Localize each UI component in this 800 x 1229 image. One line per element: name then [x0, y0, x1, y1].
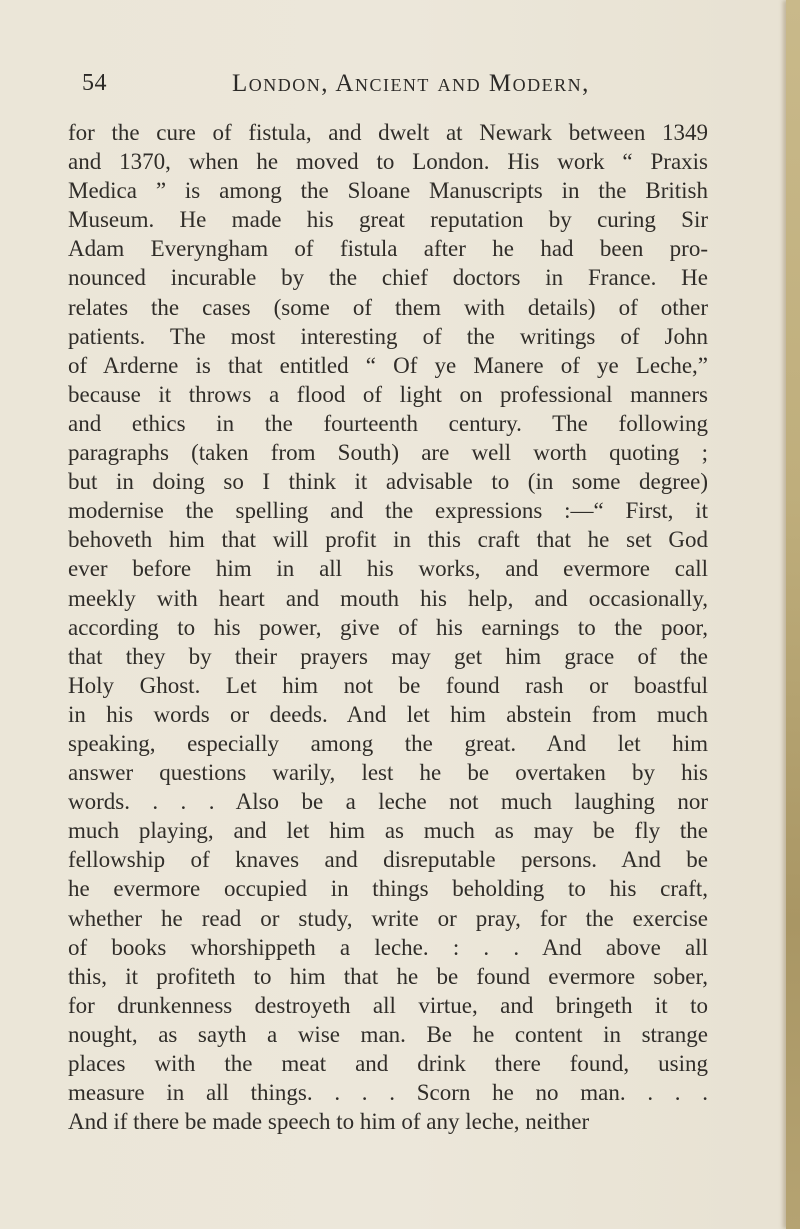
text-line: this, it profiteth to him that he be found evermore sober,	[68, 963, 708, 989]
text-line: he evermore occupied in things beholding to his craft,	[68, 876, 708, 902]
page-edge	[786, 0, 800, 1229]
text-line: but in doing so I think it advisable to (in some degree)	[68, 469, 708, 495]
text-line: in his words or deeds. And let him abstein from much	[68, 701, 708, 727]
text-line: meekly with heart and mouth his help, and occasionally,	[68, 585, 708, 611]
text-line: ever before him in all his works, and evermore call	[68, 556, 708, 582]
text-line: and ethics in the fourteenth century. The following	[68, 410, 708, 436]
text-line: relates the cases (some of them with details) of other	[68, 294, 708, 320]
text-line: according to his power, give of his earnings to the poor,	[68, 614, 708, 640]
text-line: Museum. He made his great reputation by curing Sir	[68, 207, 708, 233]
text-line: fellowship of knaves and disreputable persons. And be	[68, 847, 708, 873]
text-line: behoveth him that will profit in this craft that he set God	[68, 527, 708, 553]
text-line: measure in all things. . . . Scorn he no man. . . .	[68, 1080, 708, 1106]
text-line: that they by their prayers may get him grace of the	[68, 643, 708, 669]
text-line: much playing, and let him as much as may be fly the	[68, 818, 708, 844]
text-line: answer questions warily, lest he be overtaken by his	[68, 760, 708, 786]
page-header	[82, 70, 722, 110]
body-text	[68, 118, 708, 1136]
page-number: 54	[82, 70, 107, 96]
text-line: nought, as sayth a wise man. Be he content in strange	[68, 1021, 708, 1047]
text-line: Holy Ghost. Let him not be found rash or boastful	[68, 672, 708, 698]
text-line: because it throws a flood of light on professional manners	[68, 381, 708, 407]
text-line: words. . . . Also be a leche not much laughing nor	[68, 789, 708, 815]
running-title: London, Ancient and Modern,	[232, 70, 590, 97]
text-line: of books whorshippeth a leche. : . . And above all	[68, 934, 708, 960]
text-line: for the cure of fistula, and dwelt at Newark between 1349	[68, 120, 708, 145]
text-line: whether he read or study, write or pray, for the exercise	[68, 905, 708, 931]
text-line: Adam Everyngham of fistula after he had been pro-	[68, 236, 708, 262]
text-line: of Arderne is that entitled “ Of ye Manere of ye Leche,”	[68, 352, 708, 378]
text-line: paragraphs (taken from South) are well worth quoting ;	[68, 440, 708, 466]
text-line: speaking, especially among the great. And let him	[68, 730, 708, 756]
text-line: and 1370, when he moved to London. His work “ Praxis	[68, 149, 708, 175]
text-line: patients. The most interesting of the writings of John	[68, 323, 708, 349]
text-line: nounced incurable by the chief doctors in France. He	[68, 265, 708, 291]
text-line: modernise the spelling and the expressions :—“ First, it	[68, 498, 708, 524]
text-line: Medica ” is among the Sloane Manuscripts in the British	[68, 178, 708, 204]
text-line: And if there be made speech to him of any leche, neither	[68, 1109, 590, 1135]
text-line: places with the meat and drink there found, using	[68, 1051, 708, 1076]
text-line: for drunkenness destroyeth all virtue, and bringeth it to	[68, 992, 708, 1018]
